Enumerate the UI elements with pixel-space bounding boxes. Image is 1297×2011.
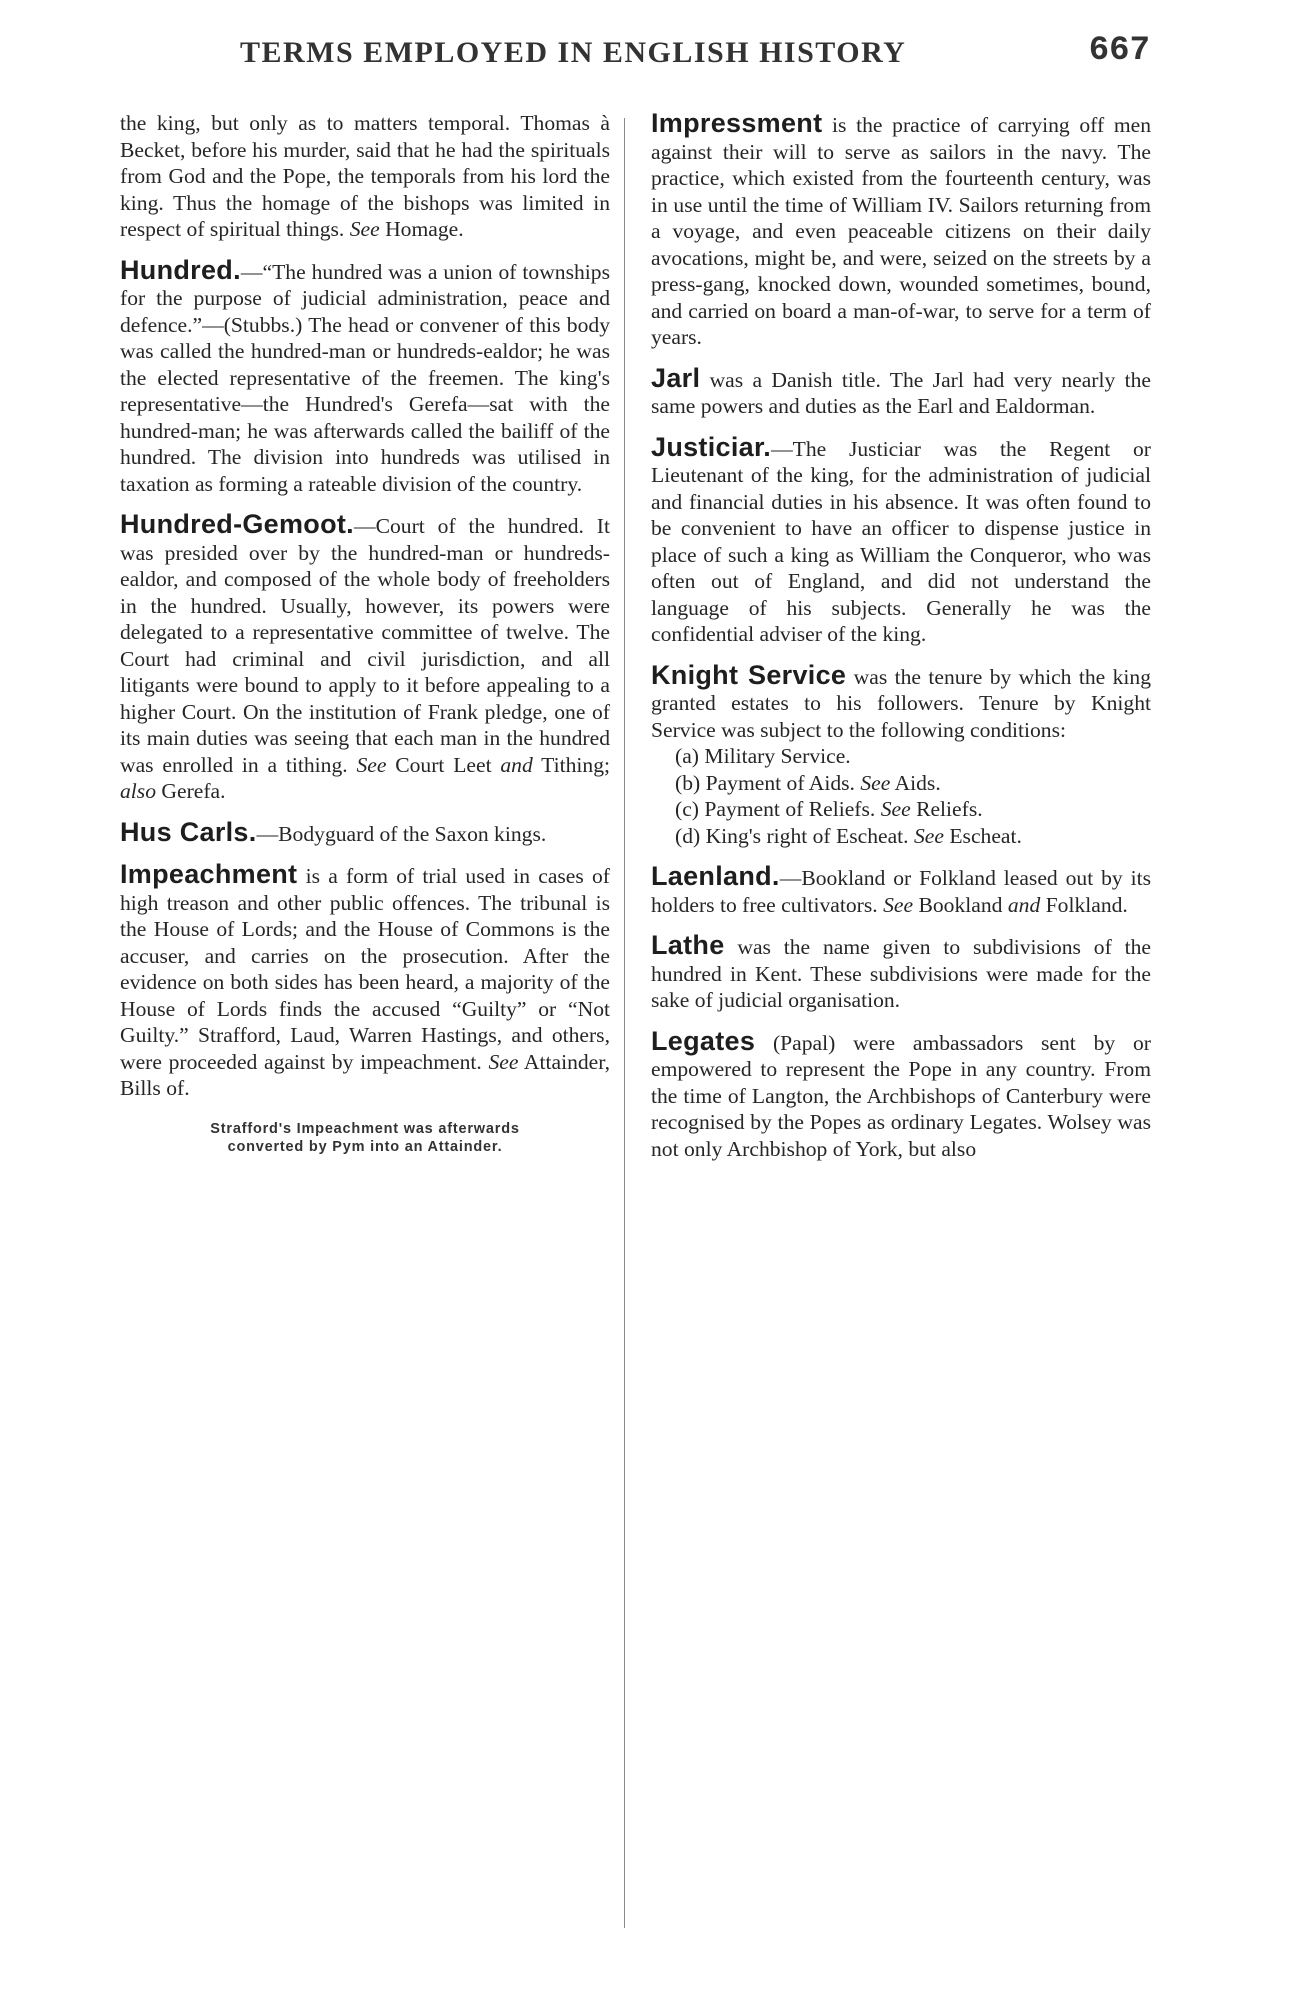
definition-text: (Papal) were ambassadors sent by or empowered to represent the Pope in any country. From the time of Langton, the Archbishops of Canterbury were recognised by the Popes as ordinary Legates. Wolsey was not only Archbishop of York, but also — [651, 1030, 1151, 1161]
and-label: and — [1007, 892, 1041, 917]
entry-impeachment — [120, 861, 610, 1102]
see-label: See — [913, 823, 944, 848]
term-heading: Justiciar. — [651, 431, 772, 462]
definition-text: was a Danish title. The Jarl had very nearly the same powers and duties as the Earl and Ealdorman. — [651, 367, 1151, 418]
see-label: See — [488, 1049, 519, 1074]
definition-text: —Bookland or Folkland leased out by its holders to free cultivators. — [651, 866, 1151, 917]
entry-hundred-gemoot — [120, 511, 610, 805]
caption-line: converted by Pym into an Attainder. — [227, 1138, 503, 1155]
term-heading: Impressment — [651, 108, 823, 138]
and-label: and — [500, 752, 533, 777]
term-heading: Hus Carls. — [120, 816, 257, 847]
definition-text: is a form of trial used in cases of high treason and other public offences. The tribunal is the House of Lords; and the House of Commons is the accuser, and carries on the prosecution. After the evidence on both sides has been heard, a majority of the House of Lords finds the accused “Guilty” or “Not Guilty.” Strafford, Laud, Warren Hastings, and others, were proceeded against by impeachment. — [120, 864, 610, 1074]
right-column — [651, 110, 1151, 1176]
cross-reference: Homage. — [385, 217, 464, 241]
entry-continuation — [120, 110, 610, 243]
left-column — [120, 110, 610, 1156]
cross-reference: Escheat. — [949, 823, 1022, 848]
term-heading: Hundred-Gemoot. — [120, 509, 354, 539]
list-item — [651, 743, 1151, 770]
page-number: 667 — [1088, 32, 1150, 70]
term-heading: Legates — [651, 1025, 756, 1056]
column-divider — [624, 118, 625, 1928]
term-heading: Hundred. — [120, 254, 241, 285]
see-label: See — [880, 797, 911, 821]
definition-text: was the name given to subdivisions of the hundred in Kent. These subdivisions were made for the sake of judicial organisation. — [651, 935, 1151, 1012]
conditions-list — [651, 743, 1151, 849]
entry-laenland — [651, 863, 1151, 918]
definition-text: —“The hundred was a union of townships for the purpose of judicial administration, peace and defence.”—(Stubbs.) The head or convener of this body was called the hundred-man or hundreds-ealdor; he was the elected representative of the freemen. The king's representative—the Hundred's Gerefa—sat with the hundred-man; he was afterwards called the bailiff of the hundred. The division into hundreds was utilised in taxation as forming a rateable division of the country. — [120, 259, 610, 496]
entry-hus-carls — [120, 816, 610, 848]
continuation-text: the king, but only as to matters temporal. Thomas à Becket, before his murder, said that he had the spirituals from God and the Pope, the temporals from his lord the king. Thus the homage of the bishops was limited in respect of spiritual things. — [120, 111, 610, 241]
caption-line: Strafford's Impeachment was afterwards — [210, 1120, 520, 1137]
see-label: See — [883, 892, 914, 917]
cross-reference: Reliefs. — [916, 797, 983, 821]
running-title: TERMS EMPLOYED IN ENGLISH HISTORY — [240, 36, 907, 69]
definition-text: —Bodyguard of the Saxon kings. — [256, 821, 547, 846]
entry-hundred — [120, 254, 610, 498]
term-heading: Lathe — [651, 930, 725, 960]
also-label: also — [120, 779, 156, 803]
cross-reference: Aids. — [894, 770, 941, 795]
term-heading: Knight Service — [651, 659, 847, 690]
entry-justiciar — [651, 431, 1151, 648]
entry-legates — [651, 1025, 1151, 1163]
cross-reference: Attainder, Bills of. — [120, 1049, 610, 1100]
definition-text: was the tenure by which the king granted estates to his followers. Tenure by Knight Service was subject to the following conditions: — [651, 664, 1151, 742]
list-item — [651, 796, 1151, 823]
entry-jarl — [651, 362, 1151, 420]
see-label: See — [356, 752, 387, 777]
cross-reference: Bookland — [918, 892, 1003, 917]
see-label: See — [349, 217, 380, 241]
condition-text: (d) King's right of Escheat. — [675, 823, 909, 848]
entry-impressment — [651, 110, 1151, 351]
term-heading: Impeachment — [120, 859, 298, 889]
term-heading: Laenland. — [651, 861, 780, 891]
condition-text: (a) Military Service. — [675, 744, 851, 768]
condition-text: (b) Payment of Aids. — [675, 770, 855, 795]
list-item — [651, 770, 1151, 797]
entry-lathe — [651, 932, 1151, 1014]
entry-knight-service — [651, 659, 1151, 850]
illustration-caption — [120, 1120, 610, 1156]
definition-text: —Court of the hundred. It was presided over by the hundred-man or hundreds-ealdor, and composed of the whole body of freeholders in the hundred. Usually, however, its powers were delegated to a representative committee of twelve. The Court had criminal and civil jurisdiction, and all litigants were bound to apply to it before appealing to a higher Court. On the institution of Frank pledge, one of its main duties was seeing that each man in the hundred was enrolled in a tithing. — [120, 514, 610, 777]
term-heading: Jarl — [651, 362, 701, 393]
see-label: See — [860, 770, 891, 795]
cross-reference: Tithing; — [541, 752, 610, 777]
cross-reference: Gerefa. — [161, 779, 226, 803]
cross-reference: Court Leet — [395, 752, 492, 777]
cross-reference: Folkland. — [1045, 892, 1128, 917]
definition-text: —The Justiciar was the Regent or Lieutenant of the king, for the administration of judicial and financial duties in his absence. It was often found to be convenient to have an officer to dispense justice in place of such a king as William the Conqueror, who was often out of England, and did not understand the language of his subjects. Generally he was the confidential adviser of the king. — [651, 436, 1151, 646]
page-header — [240, 32, 1150, 72]
list-item — [651, 823, 1151, 850]
definition-text: is the practice of carrying off men against their will to serve as sailors in the navy. The practice, which existed from the fourteenth century, was in use until the time of William IV. Sailors returning from a voyage, and even peaceable citizens on their daily avocations, might be, and were, seized on the streets by a press-gang, knocked down, wounded sometimes, bound, and carried on board a man-of-war, to serve for a term of years. — [651, 113, 1151, 349]
condition-text: (c) Payment of Reliefs. — [675, 797, 876, 821]
